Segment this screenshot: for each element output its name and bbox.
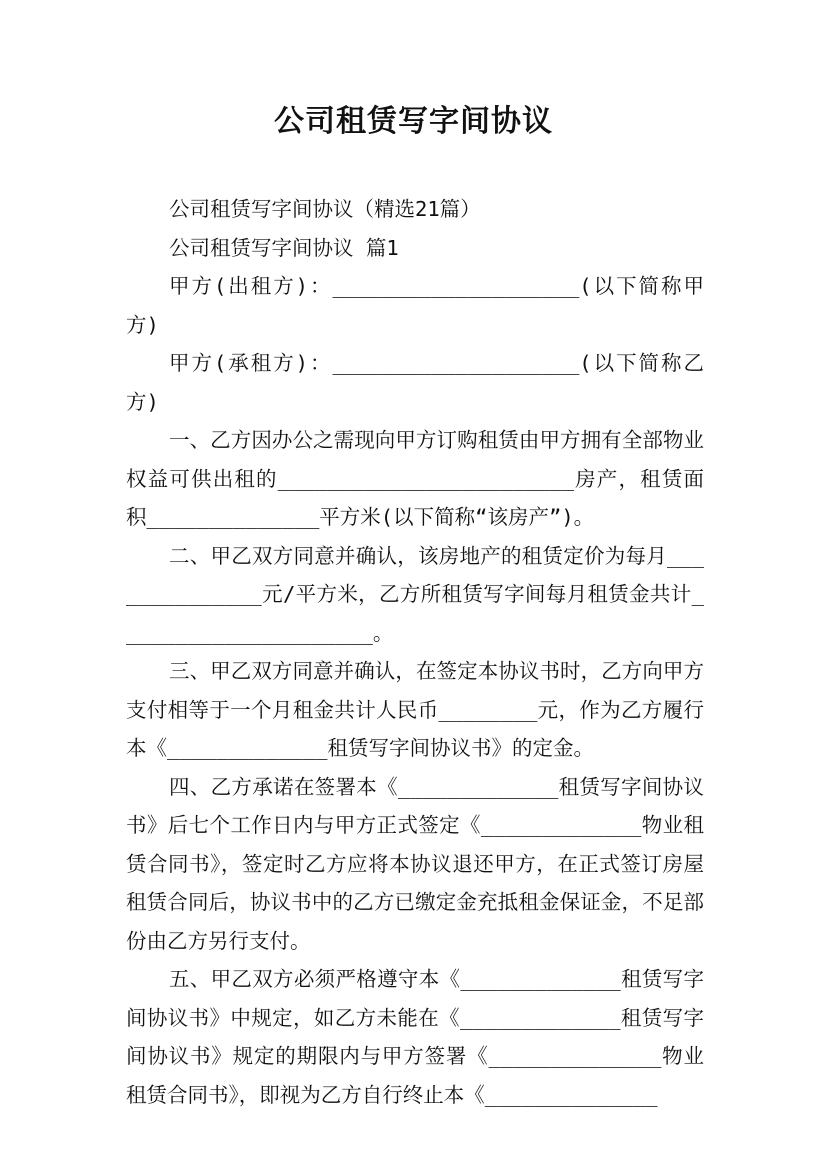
paragraph-clause-3: 三、甲乙双方同意并确认，在签定本协议书时，乙方向甲方支付相等于一个月租金共计人民币________元，作为乙方履行本《_____________租赁写字间协议书》的定金。 <box>126 659 704 760</box>
document-title: 公司租赁写字间协议 <box>274 104 553 139</box>
paragraph-party-b: 甲方(承租方)：____________________(以下简称乙方) <box>126 351 704 414</box>
paragraph-section-heading: 公司租赁写字间协议 篇1 <box>169 235 399 260</box>
paragraph-clause-4: 四、乙方承诺在签署本《_____________租赁写字间协议书》后七个工作日内与甲方正式签定《_____________物业租赁合同书》，签定时乙方应将本协议退还甲方，在正式签订房屋租赁合同后，协议书中的乙方已缴定金充抵租金保证金，不足部份由乙方另行支付。 <box>126 774 704 953</box>
paragraph-clause-5: 五、甲乙双方必须严格遵守本《_____________租赁写字间协议书》中规定，如乙方未能在《_____________租赁写字间协议书》规定的期限内与甲方签署《______________物业租赁合同书》，即视为乙方自行终止本《______________ <box>126 967 704 1107</box>
document-body <box>126 190 704 1114</box>
paragraph-clause-2: 二、甲乙双方同意并确认，该房地产的租赁定价为每月______________元/平方米，乙方所租赁写字间每月租赁金共计_____________________。 <box>126 543 704 645</box>
paragraph-subtitle: 公司租赁写字间协议（精选21篇） <box>169 197 481 221</box>
paragraph-clause-1: 一、乙方因办公之需现向甲方订购租赁由甲方拥有全部物业权益可供出租的________________________房产，租赁面积______________平方米(以下简称“该房产”)。 <box>126 428 704 529</box>
paragraph-party-a: 甲方(出租方)：____________________(以下简称甲方) <box>126 274 704 337</box>
